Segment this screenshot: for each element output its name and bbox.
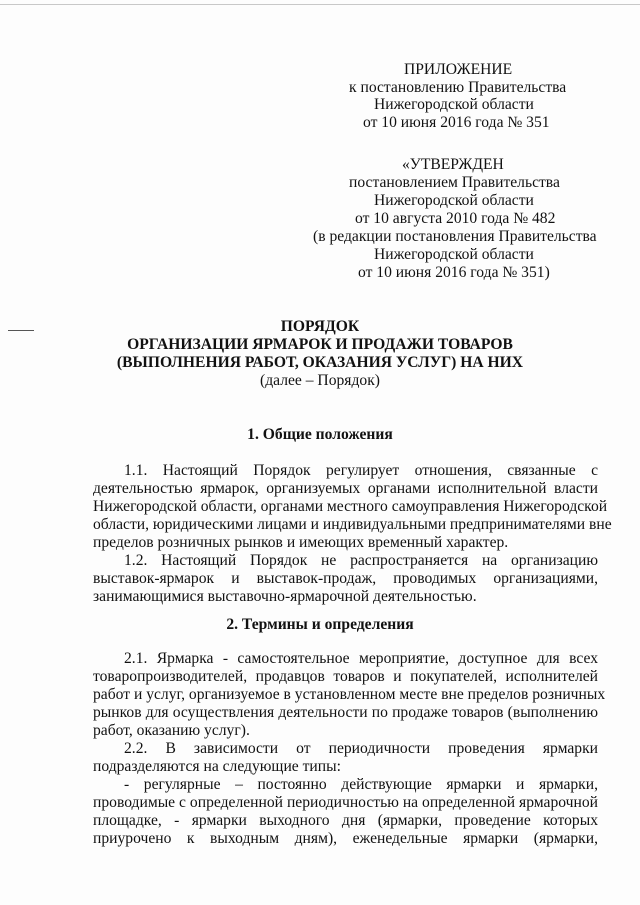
approved-line-3: от 10 августа 2010 года № 482 bbox=[355, 210, 556, 227]
section-2-p1-line: работ, оказанию услуг). bbox=[93, 722, 250, 739]
section-2-p2-line: подразделяются на следующие типы: bbox=[93, 758, 341, 775]
appendix-title: ПРИЛОЖЕНИЕ bbox=[404, 61, 513, 78]
approved-line-5: Нижегородской области bbox=[374, 246, 534, 263]
section-2-p2-line: проводимые с определенной периодичностью на определенной ярмарочной bbox=[93, 794, 598, 811]
approved-line-1: постановлением Правительства bbox=[349, 174, 560, 191]
section-2-p2-line: приурочено к выходным дням), еженедельные ярмарки (ярмарки, bbox=[93, 830, 598, 847]
page-top-edge bbox=[0, 4, 640, 5]
section-2-p2-line: площадке, - ярмарки выходного дня (ярмарки, проведение которых bbox=[93, 812, 598, 829]
doc-title-line-1: ПОРЯДОК bbox=[280, 318, 360, 335]
section-1-p2-line: выставок-ярмарок и выставок-продаж, проводимых организациями, bbox=[93, 570, 598, 587]
section-1-p1-line: 1.1. Настоящий Порядок регулирует отношения, связанные с bbox=[124, 462, 598, 479]
section-1-p1-line: деятельностью ярмарок, организуемых органами исполнительной власти bbox=[93, 480, 598, 497]
section-2-p2-line: 2.2. В зависимости от периодичности проведения ярмарки bbox=[124, 740, 598, 757]
section-2-p2-line: - регулярные – постоянно действующие ярмарки и ярмарки, bbox=[124, 776, 598, 793]
doc-title-subtitle: (далее – Порядок) bbox=[260, 372, 380, 389]
doc-title-line-3: (ВЫПОЛНЕНИЯ РАБОТ, ОКАЗАНИЯ УСЛУГ) НА НИХ bbox=[116, 354, 524, 371]
section-1-p1-line: области, юридическими лицами и индивидуальными предпринимателями вне bbox=[93, 516, 612, 533]
section-2-p1-line: товаропроизводителей, продавцов товаров и покупателей, исполнителей bbox=[93, 668, 598, 685]
appendix-line-2: Нижегородской области bbox=[374, 96, 534, 113]
doc-title-line-2: ОРГАНИЗАЦИИ ЯРМАРОК И ПРОДАЖИ ТОВАРОВ bbox=[127, 336, 513, 353]
section-1-p2-line: 1.2. Настоящий Порядок не распространяется на организацию bbox=[124, 552, 598, 569]
approved-line-4: (в редакции постановления Правительства bbox=[313, 228, 597, 245]
section-1-p1-line: Нижегородской области, органами местного самоуправления Нижегородской bbox=[93, 498, 608, 515]
approved-line-2: Нижегородской области bbox=[374, 192, 534, 209]
appendix-line-1: к постановлению Правительства bbox=[349, 79, 567, 96]
section-1-p2-line: занимающимися выставочно-ярмарочной деятельностью. bbox=[93, 588, 477, 605]
section-2-p1-line: 2.1. Ярмарка - самостоятельное мероприятие, доступное для всех bbox=[124, 650, 598, 667]
section-2-heading: 2. Термины и определения bbox=[226, 616, 414, 633]
approved-title: «УТВЕРЖДЕН bbox=[402, 156, 504, 173]
section-1-heading: 1. Общие положения bbox=[247, 426, 393, 443]
section-2-p1-line: работ и услуг, организуемое в установленном месте вне пределов розничных bbox=[93, 686, 606, 703]
section-2-p1-line: рынков для осуществления деятельности по продаже товаров (выполнению bbox=[93, 704, 598, 721]
approved-line-6: от 10 июня 2016 года № 351) bbox=[358, 264, 550, 281]
section-1-p1-line: пределов розничных рынков и имеющих временный характер. bbox=[93, 534, 509, 551]
appendix-line-3: от 10 июня 2016 года № 351 bbox=[363, 114, 550, 131]
